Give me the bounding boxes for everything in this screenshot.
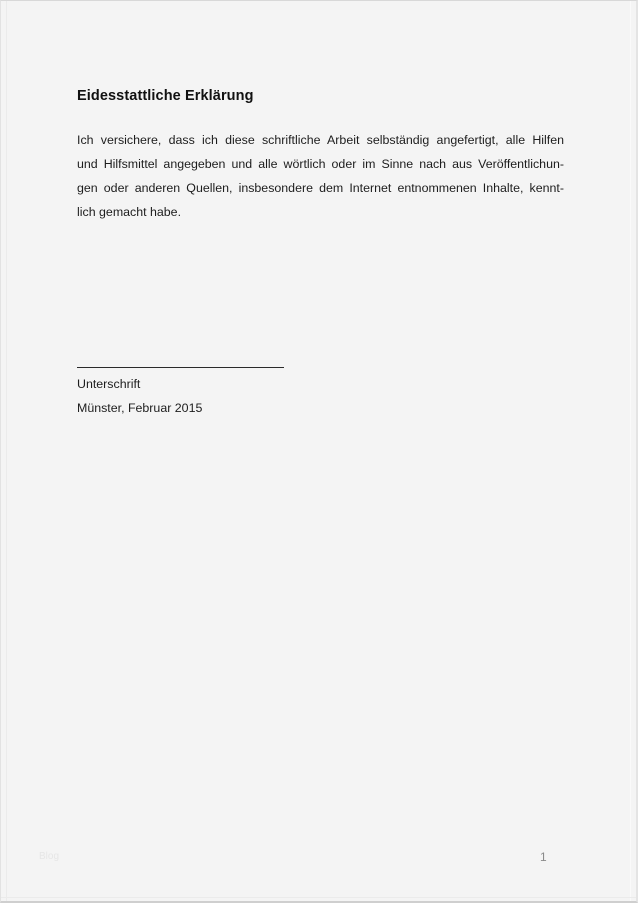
page-edge-bottom bbox=[1, 897, 636, 898]
page-edge-right bbox=[630, 1, 631, 901]
paragraph-line: lich gemacht habe. bbox=[77, 205, 182, 219]
paragraph-line: und Hilfsmittel angegeben und alle wörtlich oder im Sinne nach aus Veröffentlichun- bbox=[77, 157, 564, 171]
document-title: Eidesstattliche Erklärung bbox=[77, 88, 254, 104]
paragraph-line: gen oder anderen Quellen, insbesondere dem Internet entnommenen Inhalte, kennt- bbox=[77, 181, 564, 195]
place-date: Münster, Februar 2015 bbox=[77, 401, 203, 415]
watermark: Blog bbox=[39, 851, 60, 862]
declaration-paragraph bbox=[77, 128, 564, 224]
page-number: 1 bbox=[540, 850, 547, 864]
signature-label: Unterschrift bbox=[77, 377, 141, 391]
page-edge-left bbox=[6, 1, 7, 901]
paragraph-line: Ich versichere, dass ich diese schriftliche Arbeit selbständig angefertigt, alle Hilfen bbox=[77, 133, 564, 147]
signature-line bbox=[77, 367, 284, 368]
